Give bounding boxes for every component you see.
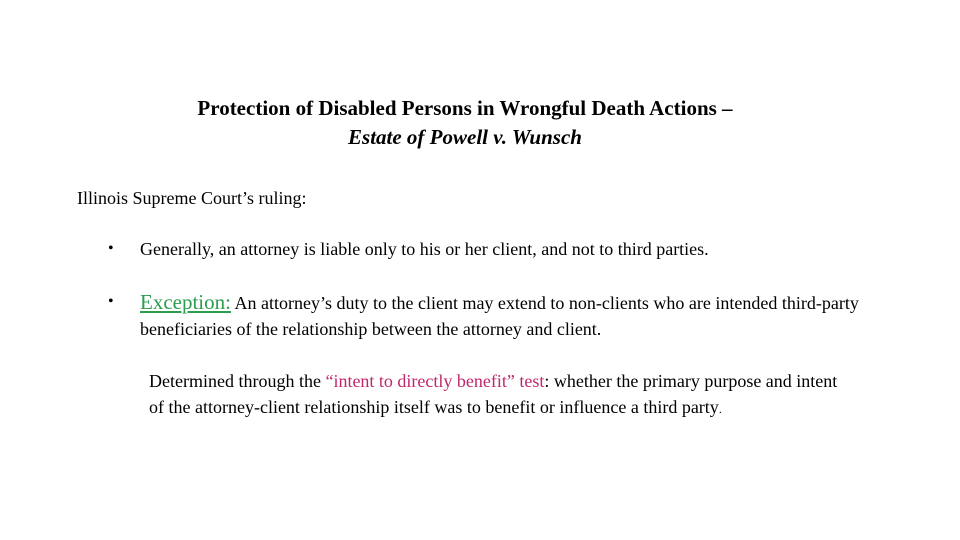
title-line-1: Protection of Disabled Persons in Wrongful Death Actions – bbox=[197, 96, 733, 120]
case-name: Estate of Powell v. Wunsch bbox=[348, 125, 582, 149]
exception-label: Exception: bbox=[140, 290, 231, 314]
ruling-intro: Illinois Supreme Court’s ruling: bbox=[77, 188, 307, 208]
bullet-exception bbox=[108, 289, 860, 342]
bullet-body bbox=[140, 289, 860, 342]
bullet-marker: • bbox=[108, 240, 114, 257]
detail-end: . bbox=[718, 402, 722, 416]
test-name-highlight: “intent to directly benefit” test bbox=[325, 371, 545, 391]
detail-pre: Determined through the bbox=[149, 371, 326, 391]
test-description bbox=[149, 368, 839, 422]
detail-post: : whether the primary purpose and intent of the attorney-client relationship itself was to benefit or influence a third party bbox=[149, 371, 838, 417]
bullet-marker: • bbox=[108, 293, 114, 310]
bullet-text: Generally, an attorney is liable only to his or her client, and not to third parties. bbox=[140, 239, 709, 259]
slide-title bbox=[0, 94, 930, 152]
bullet-general-rule bbox=[108, 236, 860, 262]
bullet-text: An attorney’s duty to the client may extend to non-clients who are intended third-party beneficiaries of the relationship between the attorney and client. bbox=[140, 293, 859, 339]
